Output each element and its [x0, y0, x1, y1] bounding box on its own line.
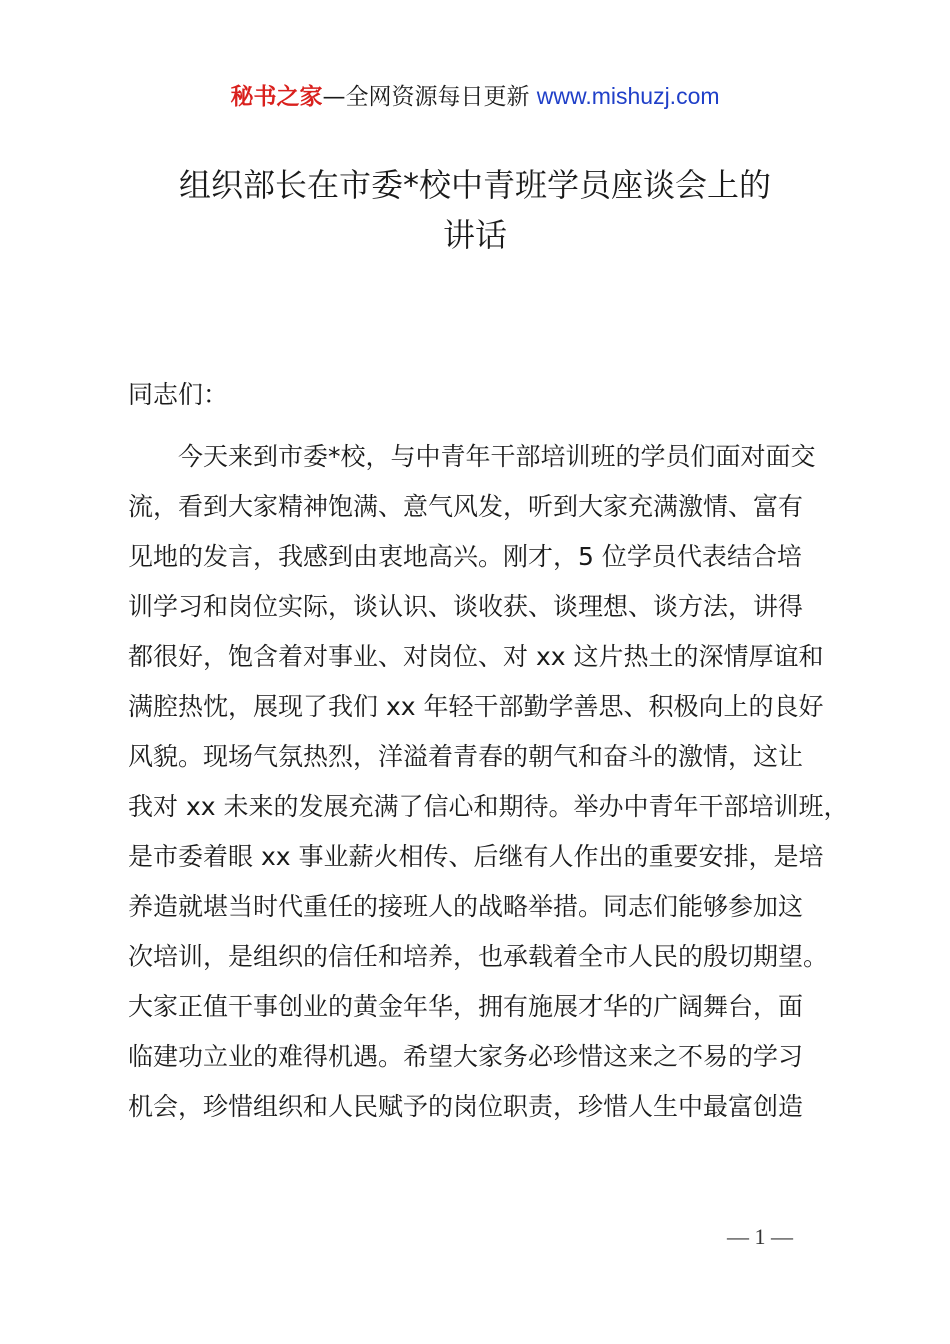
- paragraph-line: 见地的发言，我感到由衷地高兴。刚才，5 位学员代表结合培: [128, 542, 802, 571]
- paragraph-line: 我对 xx 未来的发展充满了信心和期待。举办中青年干部培训班，: [128, 792, 849, 821]
- paragraph-line: 大家正值干事创业的黄金年华，拥有施展才华的广阔舞台，面: [128, 992, 804, 1021]
- paragraph-line: 养造就堪当时代重任的接班人的战略举措。同志们能够参加这: [128, 892, 804, 921]
- paragraph-line: 今天来到市委*校，与中青年干部培训班的学员们面对面交: [178, 442, 816, 471]
- document-body: [128, 370, 849, 1132]
- paragraph-line: 训学习和岗位实际，谈认识、谈收获、谈理想、谈方法，讲得: [128, 592, 804, 621]
- title-line: 组织部长在市委*校中青班学员座谈会上的: [178, 166, 771, 204]
- paragraph-line: 满腔热忱，展现了我们 xx 年轻干部勤学善思、积极向上的良好: [128, 692, 824, 721]
- paragraph-line: 是市委着眼 xx 事业薪火相传、后继有人作出的重要安排，是培: [128, 842, 824, 871]
- brand-tagline: —全网资源每日更新: [322, 84, 530, 110]
- page-number: — 1 —: [727, 1224, 793, 1249]
- site-banner: [0, 80, 950, 113]
- paragraph: [128, 432, 849, 1132]
- brand-name: 秘书之家: [230, 84, 323, 110]
- paragraph-line: 临建功立业的难得机遇。希望大家务必珍惜这来之不易的学习: [128, 1042, 804, 1071]
- paragraph-line: 都很好，饱含着对事业、对岗位、对 xx 这片热土的深情厚谊和: [128, 642, 824, 671]
- document-title: [110, 160, 840, 260]
- greeting: 同志们：: [128, 380, 229, 409]
- paragraph-line: 流，看到大家精神饱满、意气风发，听到大家充满激情、富有: [128, 492, 804, 521]
- paragraph-line: 机会，珍惜组织和人民赋予的岗位职责，珍惜人生中最富创造: [128, 1092, 804, 1121]
- title-line: 讲话: [442, 216, 507, 254]
- site-url-link[interactable]: www.mishuzj.com: [536, 83, 720, 109]
- paragraph-line: 次培训，是组织的信任和培养，也承载着全市人民的殷切期望。: [128, 942, 829, 971]
- paragraph-line: 风貌。现场气氛热烈，洋溢着青春的朝气和奋斗的激情，这让: [128, 742, 804, 771]
